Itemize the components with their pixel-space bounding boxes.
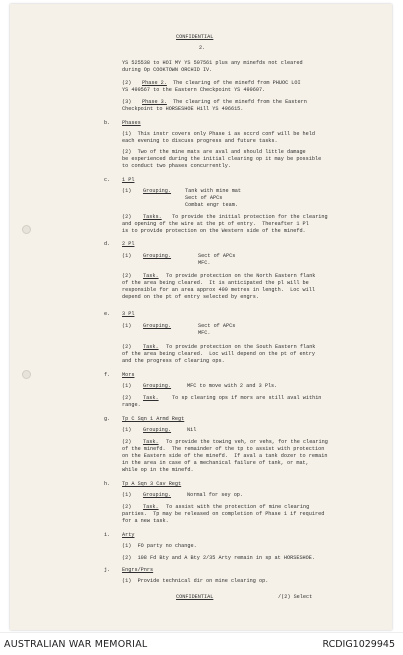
item-number: (3): [122, 99, 132, 105]
grouping-label: Grouping.: [143, 253, 172, 259]
task-label: Task.: [143, 504, 159, 510]
archive-footer: [0, 632, 403, 655]
paragraph-line: and opening of the wire at the pt of entry. Thereafter 1 Pl: [122, 221, 309, 227]
item-number: (1): [122, 188, 132, 194]
item-number: (2): [122, 214, 132, 220]
paragraph-line: be experienced during the initial clearing op it may be possible: [122, 156, 322, 162]
page-number: 2.: [199, 45, 206, 51]
paragraph-line: depend on the pt of entry selected by engrs.: [122, 294, 259, 300]
item-number: (1): [122, 323, 132, 329]
intro-line: YS 525538 to HOI MY YS 507561 plus any minefds not cleared: [122, 60, 303, 66]
intro-line: during Op COOKTOWN ORCHID IV.: [122, 67, 213, 73]
item-number: (2): [122, 273, 132, 279]
grouping-value: Sect of APCs: [198, 323, 236, 329]
paragraph-line: The clearing of the minefd from the Eastern: [173, 99, 307, 105]
paragraph-line: To provide the initial protection for the clearing: [172, 214, 328, 220]
continuation-note: /(2) Select: [278, 594, 313, 600]
paragraph-line: is to provide protection on the Western side of the minefd.: [122, 228, 306, 234]
paragraph-line: in the area in case of a mechanical failure of tank, or mat,: [122, 460, 309, 466]
section-letter: e.: [104, 311, 111, 317]
paragraph-line: To sp clearing ops if mors are still aval within: [172, 395, 322, 401]
paragraph-line: (1) Provide technical dir on mine clearing op.: [122, 578, 269, 584]
confidential-header: CONFIDENTIAL: [176, 34, 214, 40]
grouping-label: Grouping.: [143, 492, 172, 498]
paragraph-line: (1) This instr covers only Phase 1 as sccrd conf will be held: [122, 131, 316, 137]
confidential-footer: CONFIDENTIAL: [176, 594, 214, 600]
grouping-value: Sect of APCs: [198, 253, 236, 259]
section-heading: 1 Pl: [122, 177, 135, 183]
paragraph-line: (1) FO party no change.: [122, 543, 197, 549]
paragraph-line: responsible for an area approx 400 metres in length. Loc will: [122, 287, 316, 293]
paragraph-line: To provide the towing veh, or vehs, for the clearing: [166, 439, 328, 445]
phase-label: Phase 3.: [142, 99, 167, 105]
section-heading: Phases: [122, 120, 141, 126]
section-heading: Arty: [122, 532, 135, 538]
grouping-value: MFC.: [198, 330, 211, 336]
item-number: (2): [122, 395, 132, 401]
section-letter: d.: [104, 241, 111, 247]
punch-hole: [22, 225, 31, 234]
archive-name: AUSTRALIAN WAR MEMORIAL: [4, 639, 148, 650]
task-label: Task.: [143, 395, 159, 401]
item-number: (1): [122, 492, 132, 498]
paragraph-line: parties. Tp may be released on completion of Phase 1 if required: [122, 511, 325, 517]
paragraph-line: of the minefd. The remainder of the tp to assist with protection: [122, 446, 325, 452]
paragraph-line: for a new task.: [122, 518, 169, 524]
paragraph-line: each evening to discuss progress and future tasks.: [122, 138, 278, 144]
section-heading: Mors: [122, 372, 135, 378]
item-number: (1): [122, 427, 132, 433]
section-letter: j.: [104, 567, 111, 573]
punch-hole: [22, 370, 31, 379]
paragraph-line: Checkpoint to HORSESHOE Hill YS 496615.: [122, 106, 244, 112]
grouping-value: Nil: [187, 427, 197, 433]
grouping-value: MFC to move with 2 and 3 Pls.: [187, 383, 278, 389]
paragraph-line: to conduct two phases concurrently.: [122, 163, 231, 169]
grouping-label: Grouping.: [143, 188, 172, 194]
section-letter: i.: [104, 532, 111, 538]
section-heading: Engrs/Pnrs: [122, 567, 154, 573]
paragraph-line: while op in the minefd.: [122, 467, 194, 473]
task-label: Task.: [143, 273, 159, 279]
record-id: RCDIG1029945: [322, 639, 395, 650]
item-number: (2): [122, 344, 132, 350]
paragraph-line: To provide protection on the South Eastern flank: [166, 344, 316, 350]
document-page: [10, 4, 392, 630]
task-label: Task.: [143, 439, 159, 445]
section-heading: 2 Pl: [122, 241, 135, 247]
section-letter: f.: [104, 372, 111, 378]
grouping-value: Tank with mine mat: [185, 188, 242, 194]
paragraph-line: (2) Two of the mine mats are aval and should little damage: [122, 149, 306, 155]
grouping-value: Sect of APCs: [185, 195, 223, 201]
paragraph-line: of the area being cleared. It is anticipated the pl will be: [122, 280, 309, 286]
section-heading: 3 Pl: [122, 311, 135, 317]
paragraph-line: YS 499567 to the Eastern Checkpoint YS 499607.: [122, 87, 266, 93]
item-number: (2): [122, 439, 132, 445]
section-letter: g.: [104, 416, 111, 422]
task-label: Tasks.: [143, 214, 162, 220]
paragraph-line: The clearing of the minefd from PHUOC LOI: [173, 80, 301, 86]
item-number: (2): [122, 504, 132, 510]
item-number: (1): [122, 253, 132, 259]
grouping-label: Grouping.: [143, 323, 172, 329]
paragraph-line: (2) 108 Fd Bty and A Bty 2/35 Arty remain in sp at HORSESHOE.: [122, 555, 316, 561]
section-letter: h.: [104, 481, 111, 487]
grouping-label: Grouping.: [143, 427, 172, 433]
item-number: (1): [122, 383, 132, 389]
section-heading: Tp C Sqn 1 Armd Regt: [122, 416, 185, 422]
paragraph-line: range.: [122, 402, 141, 408]
grouping-value: Combat engr team.: [185, 202, 238, 208]
section-letter: c.: [104, 177, 111, 183]
task-label: Task.: [143, 344, 159, 350]
paragraph-line: and the progress of clearing ops.: [122, 358, 225, 364]
paragraph-line: To provide protection on the North Eastern flank: [166, 273, 316, 279]
phase-label: Phase 2.: [142, 80, 167, 86]
grouping-label: Grouping.: [143, 383, 172, 389]
paragraph-line: on the Eastern side of the minefd. If aval a tank dozer to remain: [122, 453, 328, 459]
grouping-value: Normal for sey op.: [187, 492, 244, 498]
item-number: (2): [122, 80, 132, 86]
grouping-value: MFC.: [198, 260, 211, 266]
section-letter: b.: [104, 120, 111, 126]
section-heading: Tp A Sqn 3 Cav Regt: [122, 481, 182, 487]
paragraph-line: of the area being cleared. Loc will depend on the pt of entry: [122, 351, 316, 357]
paragraph-line: To assist with the protection of mine clearing: [166, 504, 310, 510]
